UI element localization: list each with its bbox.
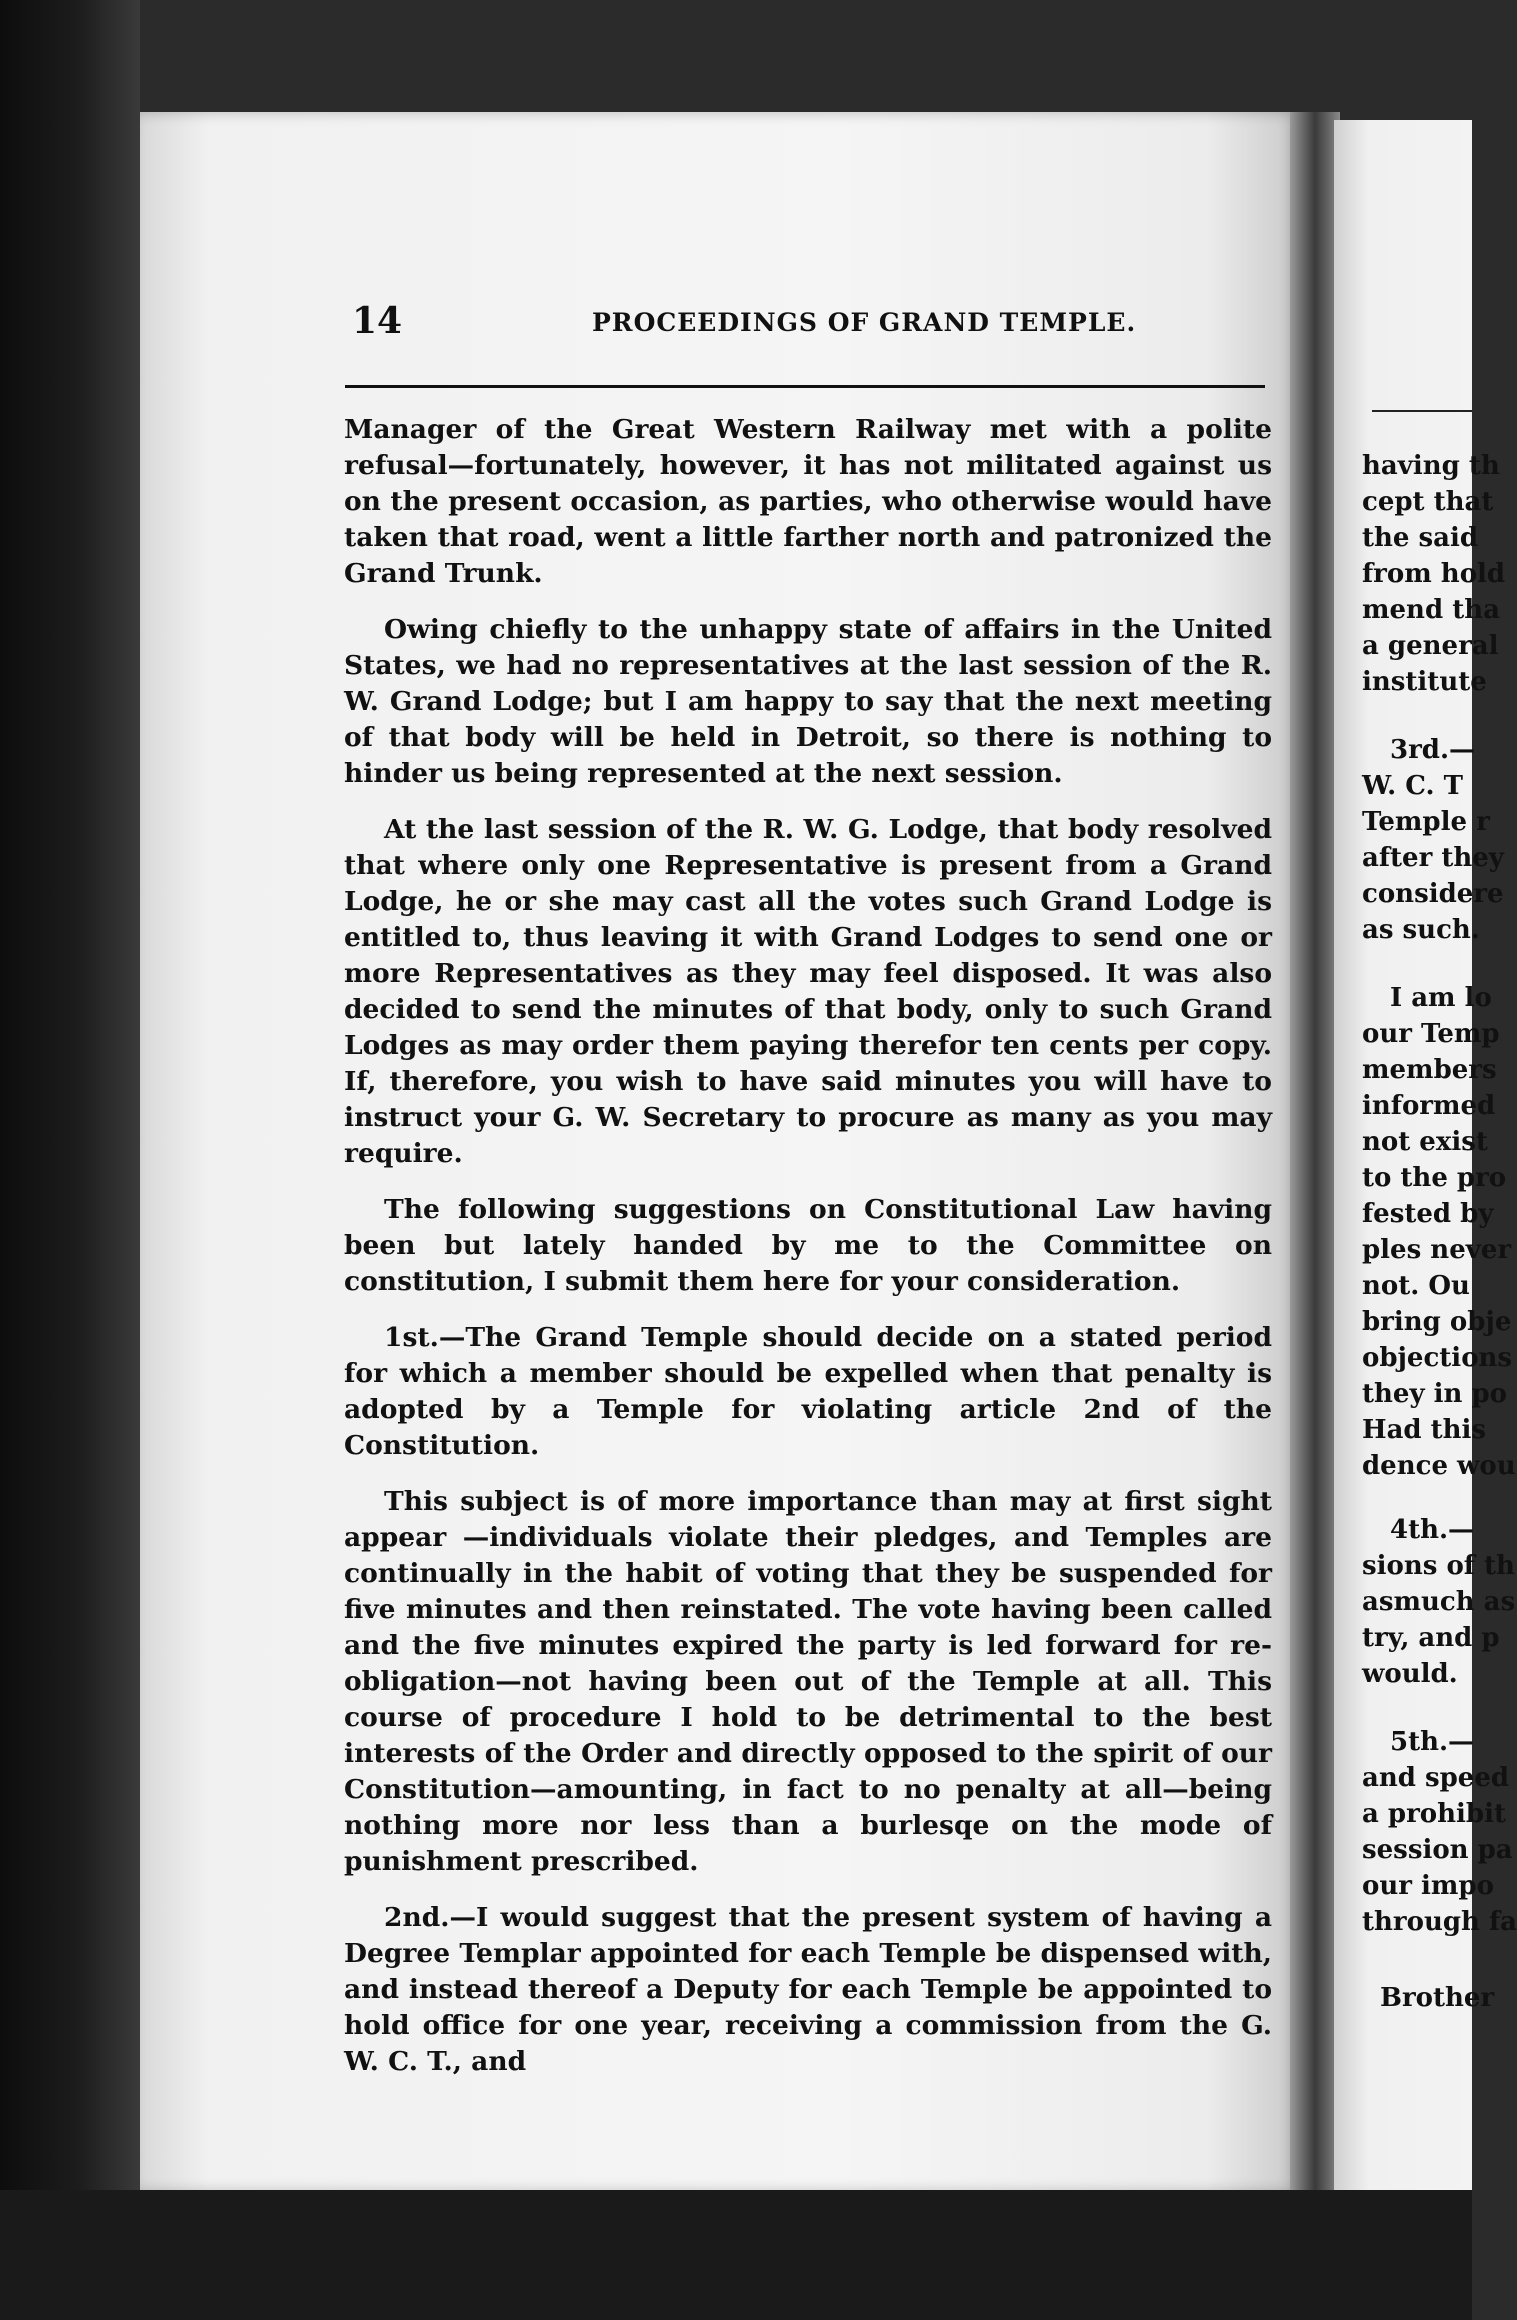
facing-line: and speed xyxy=(1362,1763,1510,1793)
book-gutter xyxy=(1290,112,1340,2192)
facing-line: they in po xyxy=(1362,1379,1507,1409)
facing-line: a general xyxy=(1362,631,1499,661)
facing-line: session pa xyxy=(1362,1835,1513,1865)
facing-line: I am lo xyxy=(1390,983,1492,1013)
facing-line: try, and p xyxy=(1362,1623,1500,1653)
facing-line: as such. xyxy=(1362,915,1480,945)
facing-line: mend tha xyxy=(1362,595,1500,625)
facing-line: informed xyxy=(1362,1091,1496,1121)
facing-line: ples never xyxy=(1362,1235,1512,1265)
scan-dark-margin xyxy=(0,0,140,2320)
facing-line: the said xyxy=(1362,523,1479,553)
facing-line: Had this xyxy=(1362,1415,1487,1445)
facing-line: our impo xyxy=(1362,1871,1494,1901)
paragraph: 2nd.—I would suggest that the present system of having a Degree Templar appointed for each Temple be dispensed with, and instead thereof a Deputy for each Temple be appointed to hold office for one year, receiving a commission from the G. W. C. T., and xyxy=(344,1902,1272,2077)
page-number: 14 xyxy=(352,300,403,342)
paragraph: The following suggestions on Constitutional Law having been but lately handed by me to the Committee on constitution, I submit them here for your consideration. xyxy=(344,1194,1272,1297)
paragraph: 1st.—The Grand Temple should decide on a stated period for which a member should be expelled when that penalty is adopted by a Temple for violating article 2nd of the Constitution. xyxy=(344,1322,1272,1461)
paragraph: This subject is of more importance than may at first sight appear —individuals violate their pledges, and Temples are continually in the habit of voting that they be suspended for five minutes and then reinstated. The vote having been called and the five minutes expired the party is led forward for re-obligation—not having been out of the Temple at all. This course of procedure I hold to be detrimental to the best interests of the Order and directly opposed to the spirit of our Constitution—amounting, in fact to no penalty at all—being nothing more nor less than a burlesqe on the mode of punishment prescribed. xyxy=(344,1486,1272,1877)
facing-line: through fa xyxy=(1362,1907,1517,1937)
facing-line: would. xyxy=(1362,1659,1458,1689)
facing-line: considere xyxy=(1362,879,1504,909)
paragraph: Owing chiefly to the unhappy state of affairs in the United States, we had no representatives at the last session of the R. W. Grand Lodge; but I am happy to say that the next meeting of that body will be held in Detroit, so there is nothing to hinder us being represented at the next session. xyxy=(344,614,1272,789)
facing-line: after they xyxy=(1362,843,1504,873)
facing-line: dence wou xyxy=(1362,1451,1516,1481)
page-body xyxy=(344,412,1272,2100)
running-header xyxy=(352,300,1272,350)
facing-line: to the pro xyxy=(1362,1163,1507,1193)
running-title: PROCEEDINGS OF GRAND TEMPLE. xyxy=(592,308,1137,337)
facing-line: members xyxy=(1362,1055,1497,1085)
facing-line: Temple r xyxy=(1362,807,1490,837)
facing-line: objections xyxy=(1362,1343,1513,1373)
facing-line: bring obje xyxy=(1362,1307,1512,1337)
header-rule xyxy=(345,385,1265,388)
facing-line: fested by xyxy=(1362,1199,1494,1229)
facing-line: 3rd.— xyxy=(1390,735,1476,765)
facing-line: asmuch as xyxy=(1362,1587,1516,1617)
facing-line: having th xyxy=(1362,451,1500,481)
facing-line: a prohibit xyxy=(1362,1799,1506,1829)
facing-line: from hold xyxy=(1362,559,1506,589)
facing-line: 4th.— xyxy=(1390,1515,1475,1545)
facing-line: 5th.— xyxy=(1390,1727,1475,1757)
facing-line: Brother xyxy=(1380,1983,1495,2013)
scan-dark-bottom xyxy=(0,2190,1472,2320)
facing-line: institute xyxy=(1362,667,1487,697)
paragraph: Manager of the Great Western Railway met with a polite refusal—fortunately, however, it has not militated against us on the present occasion, as parties, who otherwise would have taken that road, went a little farther north and patronized the Grand Trunk. xyxy=(344,414,1272,589)
paragraph: At the last session of the R. W. G. Lodge, that body resolved that where only one Representative is present from a Grand Lodge, he or she may cast all the votes such Grand Lodge is entitled to, thus leaving it with Grand Lodges to send one or more Representatives as they may feel disposed. It was also decided to send the minutes of that body, only to such Grand Lodges as may order them paying therefor ten cents per copy. If, therefore, you wish to have said minutes you will have to instruct your G. W. Secretary to procure as many as you may require. xyxy=(344,814,1272,1169)
facing-line: cept that xyxy=(1362,487,1494,517)
facing-line: sions of th xyxy=(1362,1551,1515,1581)
facing-line: not exist xyxy=(1362,1127,1488,1157)
facing-line: W. C. T xyxy=(1362,771,1463,801)
facing-page-rule xyxy=(1372,410,1472,412)
facing-line: not. Ou xyxy=(1362,1271,1470,1301)
facing-line: our Temp xyxy=(1362,1019,1500,1049)
